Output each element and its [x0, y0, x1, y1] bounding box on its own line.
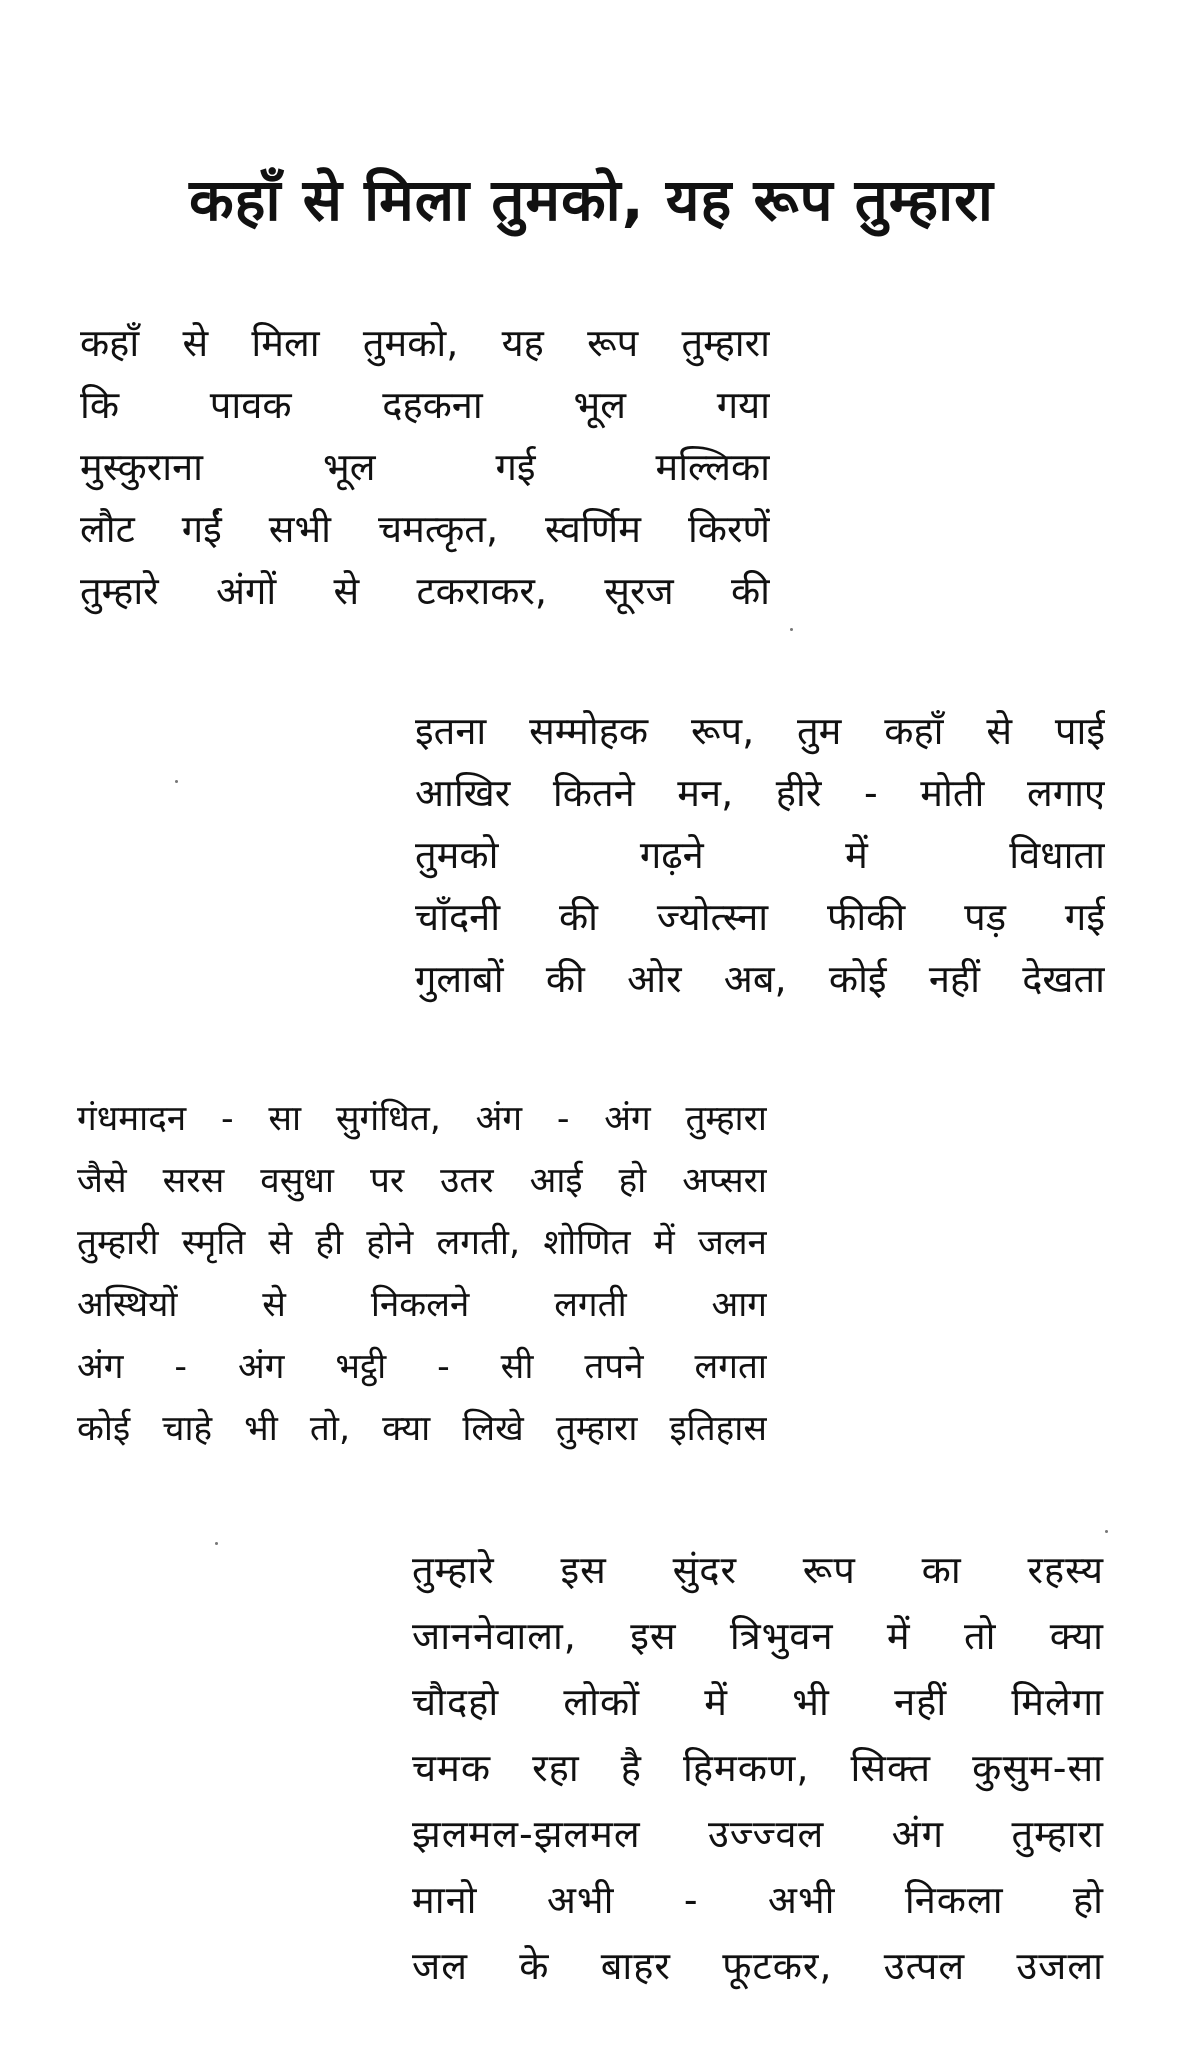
- poem-line: जाननेवाला, इस त्रिभुवन में तो क्या: [412, 1614, 1104, 1658]
- poem-line: तुमको गढ़ने में विधाता: [415, 833, 1105, 877]
- poem-line: इतना सम्मोहक रूप, तुम कहाँ से पाई: [415, 709, 1105, 753]
- poem-line: चाँदनी की ज्योत्स्ना फीकी पड़ गई: [415, 895, 1105, 939]
- stanza-4: [412, 1537, 1104, 1999]
- poem-line: गंधमादन - सा सुगंधित, अंग - अंग तुम्हारा: [77, 1099, 767, 1139]
- stanza-3: [77, 1088, 767, 1460]
- scan-speck: [175, 780, 178, 783]
- poem-line: मानो अभी - अभी निकला हो: [412, 1878, 1104, 1922]
- poem-line: कोई चाहे भी तो, क्या लिखे तुम्हारा इतिहास: [77, 1409, 767, 1449]
- poem-line: लौट गईं सभी चमत्कृत, स्वर्णिम किरणें: [80, 507, 770, 551]
- poem-title: कहाँ से मिला तुमको, यह रूप तुम्हारा: [189, 166, 994, 234]
- poem-line: गुलाबों की ओर अब, कोई नहीं देखता: [415, 957, 1105, 1001]
- poem-line: चौदहो लोकों में भी नहीं मिलेगा: [412, 1680, 1104, 1724]
- stanza-1: [80, 312, 770, 622]
- scan-speck: [215, 1542, 218, 1545]
- poem-line: तुम्हारी स्मृति से ही होने लगती, शोणित में जलन: [77, 1223, 767, 1263]
- poem-line: तुम्हारे अंगों से टकराकर, सूरज की: [80, 569, 770, 613]
- scan-speck: [790, 628, 793, 631]
- poem-line: अंग - अंग भट्ठी - सी तपने लगता: [77, 1347, 767, 1387]
- poem-line: तुम्हारे इस सुंदर रूप का रहस्य: [412, 1548, 1104, 1592]
- poem-line: आखिर कितने मन, हीरे - मोती लगाए: [415, 771, 1105, 815]
- poem-line: जल के बाहर फूटकर, उत्पल उजला: [412, 1944, 1104, 1988]
- poem-line: झलमल-झलमल उज्ज्वल अंग तुम्हारा: [412, 1812, 1104, 1856]
- scan-speck: [1105, 1530, 1108, 1533]
- poem-line: अस्थियों से निकलने लगती आग: [77, 1285, 767, 1325]
- poem-line: जैसे सरस वसुधा पर उतर आई हो अप्सरा: [77, 1161, 767, 1201]
- poem-line: चमक रहा है हिमकण, सिक्त कुसुम-सा: [412, 1746, 1104, 1790]
- poem-line: कि पावक दहकना भूल गया: [80, 383, 770, 427]
- stanza-2: [415, 700, 1105, 1010]
- poem-line: कहाँ से मिला तुमको, यह रूप तुम्हारा: [80, 321, 770, 365]
- poem-line: मुस्कुराना भूल गई मल्लिका: [80, 445, 770, 489]
